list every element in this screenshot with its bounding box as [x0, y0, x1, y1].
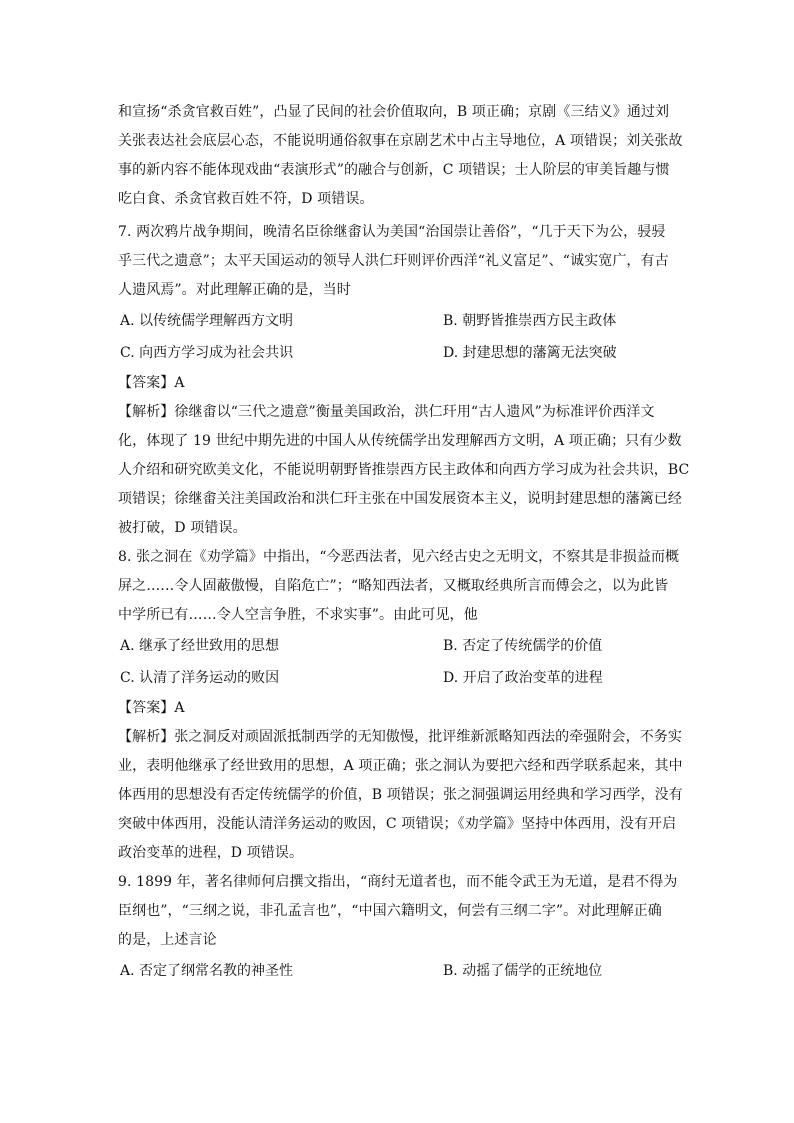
- analysis-line: 项错误；徐继畬关注美国政治和洪仁玕主张在中国发展资本主义，说明封建思想的藩篱已经: [118, 491, 682, 507]
- question-stem-line: 乎三代之遗意”；太平天国运动的领导人洪仁玕则评价西洋“礼义富足”、“诚实宽广，有古: [118, 253, 669, 269]
- analysis-line: 突破中体西用，没能认清洋务运动的败因，C 项错误；《劝学篇》坚持中体西用，没有开启: [118, 816, 677, 832]
- option-c: C. 向西方学习成为社会共识: [120, 345, 294, 361]
- option-b: B. 朝野皆推崇西方民主政体: [443, 313, 617, 329]
- option-a: A. 以传统儒学理解西方文明: [120, 313, 294, 329]
- option-a: A. 继承了经世致用的思想: [120, 638, 280, 654]
- analysis-line: 业，表明他继承了经世致用的思想，A 项正确；张之洞认为要把六经和西学联系起来，其中: [118, 758, 683, 774]
- question-stem-line: 的是，上述言论: [118, 932, 217, 948]
- analysis-line: 人介绍和研究欧美文化，不能说明朝野皆推崇西方民主政体和向西方学习成为社会共识，BC: [118, 462, 690, 478]
- analysis-line: 和宣扬“杀贪官救百姓”，凸显了民间的社会价值取向，B 项正确；京剧《三结义》通过刘: [118, 104, 670, 120]
- question-stem-line: 中学所已有……令人空言争胜，不求实事”。由此可见，他: [118, 607, 478, 623]
- options-row: [118, 630, 678, 662]
- analysis-line: 事的新内容不能体现戏曲“表演形式”的融合与创新，C 项错误；士人阶层的审美旨趣与惯: [118, 162, 670, 178]
- answer-line: 【答案】A: [118, 700, 185, 716]
- option-d: D. 封建思想的藩篱无法突破: [443, 345, 617, 361]
- analysis-line: 关张表达社会底层心态，不能说明通俗叙事在京剧艺术中占主导地位，A 项错误；刘关张故: [118, 133, 683, 149]
- analysis-line: 被打破，D 项错误。: [118, 520, 247, 536]
- question-stem-line: 7. 两次鸦片战争期间，晚清名臣徐继畬认为美国“治国崇让善俗”，“几于天下为公，骎骎: [118, 224, 666, 240]
- option-a: A. 否定了纲常名教的神圣性: [120, 963, 294, 979]
- option-d: D. 开启了政治变革的进程: [443, 670, 603, 686]
- analysis-line: 【解析】张之洞反对顽固派抵制西学的无知傲慢，批评维新派略知西法的牵强附会，不务实: [118, 729, 682, 745]
- analysis-line: 【解析】徐继畬以“三代之遗意”衡量美国政治，洪仁玕用“古人遗风”为标准评价西洋文: [118, 404, 655, 420]
- question-8: [118, 543, 683, 868]
- option-c: C. 认清了洋务运动的败因: [120, 670, 280, 686]
- question-stem-line: 屏之……令人固蔽傲慢，自陷危亡”；“略知西法者，又概取经典所言而傅会之，以为此皆: [118, 578, 669, 594]
- question-stem-line: 8. 张之洞在《劝学篇》中指出，“今恶西法者，见六经古史之无明文，不察其是非损益而概: [118, 549, 680, 565]
- options-row: [118, 337, 678, 369]
- analysis-line: 政治变革的进程，D 项错误。: [118, 845, 304, 861]
- analysis-line: 化，体现了 19 世纪中期先进的中国人从传统儒学出发理解西方文明，A 项正确；只有少数: [118, 433, 682, 449]
- question-7: [118, 218, 690, 543]
- answer-line: 【答案】A: [118, 375, 185, 391]
- analysis-line: 体西用的思想没有否定传统儒学的价值，B 项错误；张之洞强调运用经典和学习西学，没有: [118, 787, 683, 803]
- options-row: [118, 955, 678, 987]
- options-row: [118, 305, 678, 337]
- question-9: [118, 868, 678, 987]
- document-page: [118, 98, 690, 987]
- question-stem-line: 臣纲也”，“三纲之说，非孔孟言也”，“中国六籍明文，何尝有三纲二字”。对此理解正确: [118, 903, 662, 919]
- previous-analysis-block: [118, 98, 683, 214]
- option-b: B. 否定了传统儒学的价值: [443, 638, 603, 654]
- question-stem-line: 9. 1899 年，著名律师何启撰文指出，“商纣无道者也，而不能令武王为无道，是君不得为: [118, 874, 678, 890]
- options-row: [118, 662, 678, 694]
- analysis-line: 吃白食、杀贪官救百姓不符，D 项错误。: [118, 191, 374, 207]
- option-b: B. 动摇了儒学的正统地位: [443, 963, 603, 979]
- question-stem-line: 人遗风焉”。对此理解正确的是，当时: [118, 282, 351, 298]
